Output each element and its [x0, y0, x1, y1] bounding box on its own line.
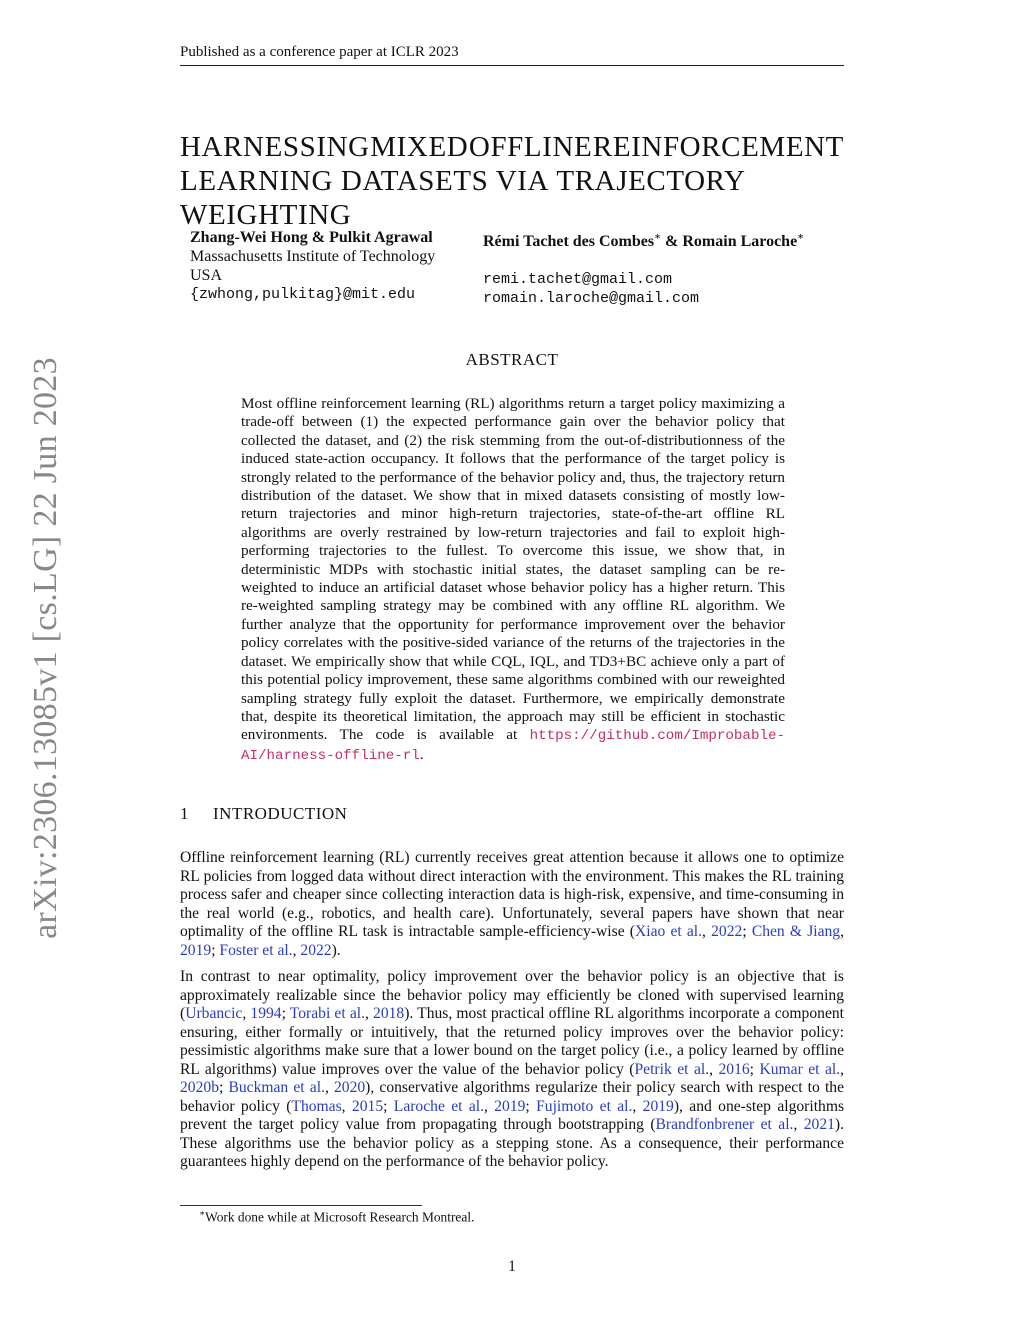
paragraph-text: Offline reinforcement learning (RL) currently receives great attention because it allows one to optimize RL policies from logged data without direct interaction with the environment. This makes the RL training process safer and cheaper since collecting interaction data is high-risk, expensive, and time-consuming in the real world (e.g., robotics, and health care). Unfortunately, several papers have shown that near optimality of the offline RL task is intractable sample-efficiency-wise ( — [180, 849, 844, 940]
affiliation: Massachusetts Institute of Technology — [190, 248, 436, 265]
citation-link[interactable]: 2022 — [300, 941, 332, 959]
abstract-body: Most offline reinforcement learning (RL) algorithms return a target policy maximizing a trade-off between (1) the expected performance gain over the behavior policy that collected the dataset, and (2) the risk stemming from the out-of-distributionness of the induced state-action occupancy. It follows that the performance of the target policy is strongly related to the performance of the behavior policy and, thus, the trajectory return distribution of the dataset. We show that in mixed datasets consisting of mostly low-return trajectories and minor high-return trajectories, state-of-the-art offline RL algorithms are overly restrained by low-return trajectories and fail to exploit high-performing trajectories to the fullest. To overcome this issue, we show that, in deterministic MDPs with stochastic initial states, the dataset sampling can be re-weighted to induce an artificial dataset whose behavior policy has a higher return. This re-weighted sampling strategy may be combined with any offline RL algorithm. We further analyze that the opportunity for performance improvement over the behavior policy correlates with the positive-sided variance of the returns of the trajectories in the dataset. We empirically show that while CQL, IQL, and TD3+BC achieve only a part of this potential policy improvement, these same algorithms combined with our reweighted sampling strategy fully exploit the dataset. Furthermore, we empirically demonstrate that, despite its theoretical limitation, the approach may still be efficient in stochastic environments. The code is available at https://github.com/Improbable-AI/harness-offline-rl. — [241, 395, 785, 764]
paragraph-text: , — [840, 923, 845, 940]
citation-link[interactable]: 2018 — [373, 1005, 405, 1022]
paragraph-text: In contrast to near optimality, policy improvement over the behavior policy is an objective that is approximately realizable since the behavior policy may efficiently be cloned with supervised learning ( — [180, 968, 844, 1022]
citation-link[interactable]: 2015 — [351, 1097, 384, 1115]
title-word: REINFORCEMENT — [592, 131, 844, 163]
section-heading: 1 INTRODUCTION — [180, 804, 348, 823]
paragraph-text: ; — [218, 1079, 229, 1096]
citation-link[interactable]: Xiao et al. — [634, 923, 703, 940]
paragraph-text: ; — [525, 1097, 537, 1115]
email[interactable]: romain.laroche@gmail.com — [483, 290, 700, 308]
paragraph-text: , — [793, 1116, 804, 1133]
paragraph-text: ), conservative algorithms regularize their policy search with respect to the behavior policy ( — [180, 1079, 844, 1115]
paragraph-text: , — [709, 1060, 719, 1078]
paragraph-text: , — [364, 1005, 374, 1022]
code-link[interactable]: https://github.com/Improbable-AI/harness-offline-rl — [241, 728, 785, 764]
paragraph-text: , — [483, 1097, 495, 1115]
citation-link[interactable]: Kumar et al. — [759, 1060, 841, 1078]
paragraph-text: , — [242, 1005, 251, 1022]
intro-paragraph-2 — [180, 968, 844, 1172]
author-block-left — [190, 228, 435, 304]
paper-title — [180, 130, 844, 232]
citation-link[interactable]: Urbancic — [185, 1005, 243, 1022]
abstract-heading: ABSTRACT — [465, 350, 559, 369]
paragraph-text: ; — [749, 1060, 760, 1078]
footnote: ∗Work done while at Microsoft Research Montreal. — [199, 1208, 475, 1225]
intro-paragraph-1 — [180, 849, 844, 960]
paragraph-text: ). These algorithms use the behavior policy as a stepping stone. As a consequence, their performance guarantees highly depend on the performance of the behavior policy. — [180, 1116, 845, 1170]
paragraph-text: , — [324, 1079, 334, 1096]
title-word: HARNESSING — [180, 131, 370, 163]
author-name: Rémi Tachet des Combes — [483, 233, 655, 251]
paragraph-text: , — [292, 941, 301, 959]
paragraph-text: ). Thus, most practical offline RL algorithms incorporate a component ensuring, either formally or intuitively, that the returned policy improves over the behavior policy: pessimistic algorithms make sure that a lower bound on the target policy (i.e., a policy learned by offline RL algorithms) value improves over the value of the behavior policy ( — [180, 1005, 844, 1078]
citation-link[interactable]: Torabi et al. — [289, 1005, 365, 1022]
paragraph-text: , — [341, 1097, 352, 1115]
paragraph-text: , — [840, 1060, 845, 1078]
citation-link[interactable]: 2019 — [180, 941, 212, 959]
citation-link[interactable]: 2016 — [718, 1060, 750, 1078]
paragraph-text: ; — [211, 941, 220, 959]
author-names: Zhang-Wei Hong & Pulkit Agrawal — [190, 229, 433, 246]
citation-link[interactable]: Fujimoto et al. — [536, 1097, 633, 1115]
footnote-rule — [180, 1205, 422, 1206]
paragraph-text: ). — [331, 941, 341, 959]
page-number: 1 — [508, 1258, 516, 1275]
paragraph-text: ; — [383, 1097, 394, 1115]
footnote-mark[interactable]: ∗ — [654, 232, 662, 243]
citation-link[interactable]: Chen & Jiang — [751, 923, 841, 940]
paragraph-text: , — [632, 1097, 643, 1115]
title-word: MIXED — [370, 131, 469, 163]
arxiv-id[interactable]: arXiv:2306.13085v1 [cs.LG] 22 Jun 2023 — [27, 357, 64, 939]
citation-link[interactable]: Petrik et al. — [634, 1060, 710, 1078]
title-line-2: LEARNING DATASETS VIA TRAJECTORY WEIGHTING — [180, 165, 746, 231]
citation-link[interactable]: Thomas — [291, 1097, 342, 1115]
email[interactable]: remi.tachet@gmail.com — [483, 271, 673, 289]
paragraph-text: ), and one-step algorithms prevent the target policy value from propagating through bootstrapping ( — [180, 1097, 845, 1133]
citation-link[interactable]: 2020 — [333, 1079, 366, 1096]
citation-link[interactable]: 1994 — [250, 1005, 282, 1022]
citation-link[interactable]: Laroche et al. — [393, 1097, 484, 1115]
citation-link[interactable]: Buckman et al. — [228, 1079, 325, 1096]
email[interactable]: {zwhong,pulkitag}@mit.edu — [190, 286, 416, 303]
title-line-1 — [180, 130, 844, 164]
country: USA — [190, 267, 223, 284]
citation-link[interactable]: 2020b — [180, 1079, 219, 1096]
citation-link[interactable]: Brandfonbrener et al. — [655, 1116, 794, 1133]
footnote-mark[interactable]: ∗ — [797, 232, 805, 243]
citation-link[interactable]: 2019 — [494, 1097, 526, 1115]
paragraph-text: , — [702, 923, 712, 940]
paragraph-text: ; — [281, 1005, 290, 1022]
paragraph-text: ; — [742, 923, 752, 940]
author-name: Romain Laroche — [682, 233, 798, 251]
running-head: Published as a conference paper at ICLR 2023 — [180, 44, 844, 66]
citation-link[interactable]: Foster et al. — [219, 941, 293, 959]
citation-link[interactable]: 2019 — [642, 1097, 674, 1115]
citation-link[interactable]: 2022 — [711, 923, 743, 940]
citation-link[interactable]: 2021 — [803, 1116, 835, 1133]
title-word: OFFLINE — [468, 131, 593, 163]
author-block-right: Rémi Tachet des Combes∗ & Romain Laroche∗ remi.tachet@gmail.com romain.laroche@gmail.com — [483, 232, 805, 308]
